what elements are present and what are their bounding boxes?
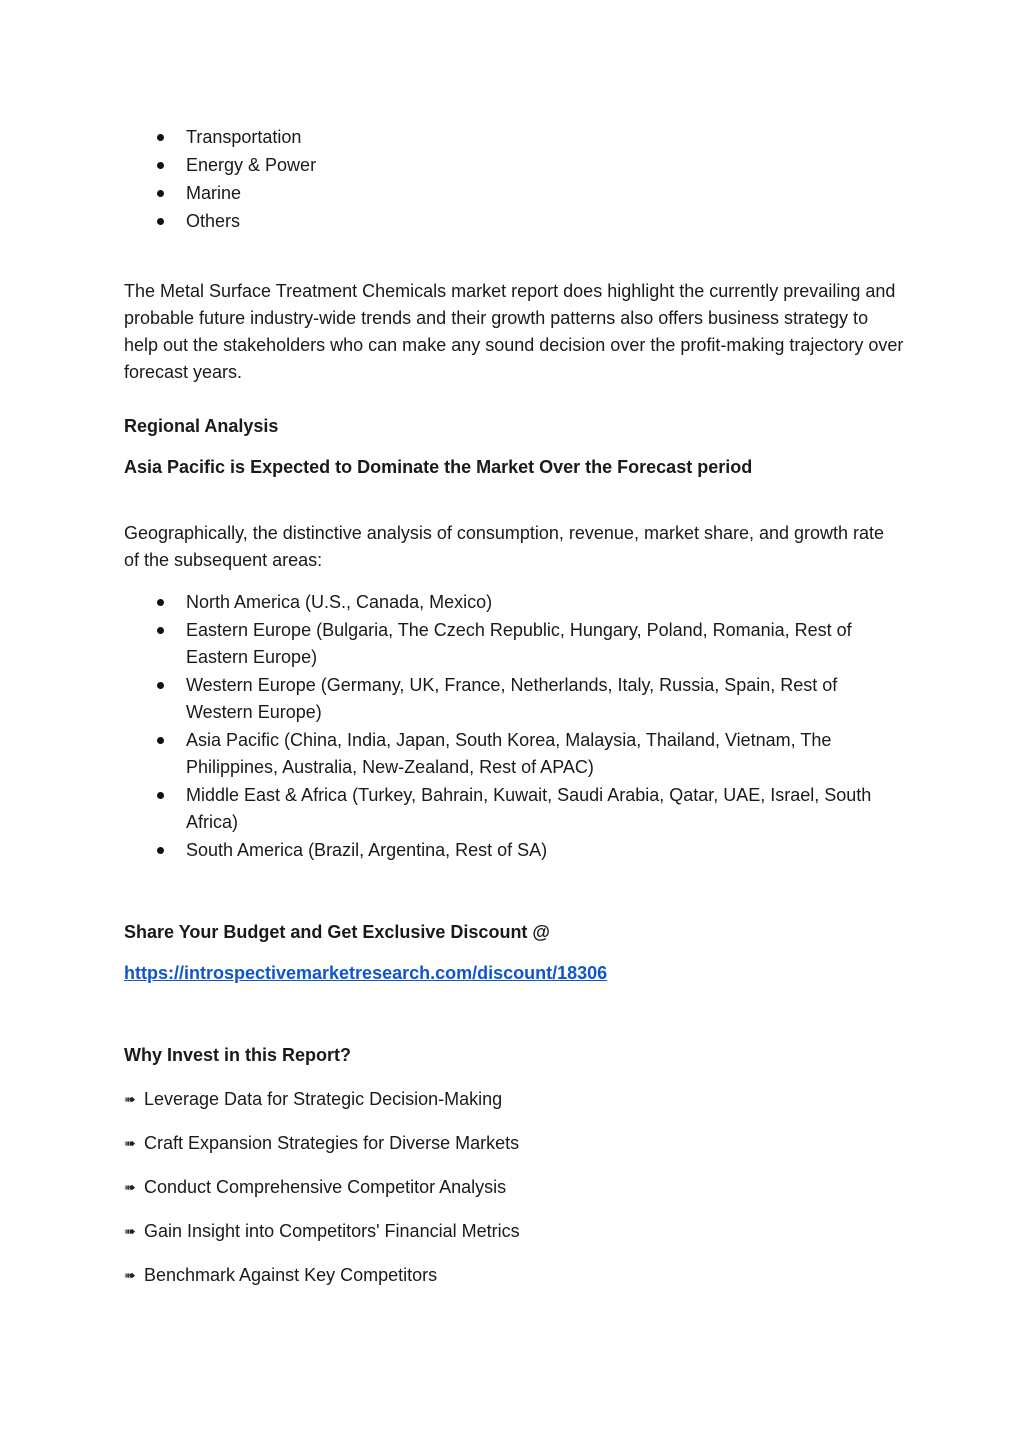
why-invest-list (124, 1087, 904, 1287)
bullet-icon (157, 218, 164, 225)
bullet-icon (157, 599, 164, 606)
intro-paragraph: The Metal Surface Treatment Chemicals market report does highlight the currently prevailing and probable future industry-wide trends and their growth patterns also offers business strategy to help out the stakeholders who can make any sound decision over the profit-making trajectory over forecast years. (124, 281, 904, 382)
bullet-icon (157, 847, 164, 854)
arrow-right-icon: ➠ (124, 1135, 136, 1151)
list-item: South America (Brazil, Argentina, Rest of SA) (124, 837, 904, 864)
list-item: Eastern Europe (Bulgaria, The Czech Republic, Hungary, Poland, Romania, Rest of Eastern Europe) (124, 617, 904, 671)
arrow-right-icon: ➠ (124, 1179, 136, 1195)
list-item: Marine (124, 180, 904, 207)
list-item: ➠ Benchmark Against Key Competitors (124, 1265, 438, 1285)
page-content (124, 124, 904, 1287)
list-item: North America (U.S., Canada, Mexico) (124, 589, 904, 616)
regional-paragraph: Geographically, the distinctive analysis of consumption, revenue, market share, and growth rate of the subsequent areas: (124, 523, 885, 570)
list-item: ➠ Gain Insight into Competitors' Financial Metrics (124, 1221, 520, 1241)
list-item: Middle East & Africa (Turkey, Bahrain, Kuwait, Saudi Arabia, Qatar, UAE, Israel, South Africa) (124, 782, 904, 836)
bullet-icon (157, 737, 164, 744)
arrow-right-icon: ➠ (124, 1267, 136, 1283)
regional-subheading: Asia Pacific is Expected to Dominate the Market Over the Forecast period (124, 457, 753, 477)
why-invest-heading: Why Invest in this Report? (124, 1045, 352, 1065)
list-item: ➠ Craft Expansion Strategies for Diverse Markets (124, 1133, 520, 1153)
list-item: ➠ Conduct Comprehensive Competitor Analysis (124, 1177, 507, 1197)
region-list (124, 589, 904, 864)
discount-heading: Share Your Budget and Get Exclusive Discount @ (124, 922, 550, 942)
list-item: Western Europe (Germany, UK, France, Netherlands, Italy, Russia, Spain, Rest of Western Europe) (124, 672, 904, 726)
list-item: Transportation (124, 124, 904, 151)
list-item: Others (124, 208, 904, 235)
list-item: ➠ Leverage Data for Strategic Decision-Making (124, 1089, 503, 1109)
bullet-icon (157, 682, 164, 689)
discount-link[interactable]: https://introspectivemarketresearch.com/discount/18306 (124, 963, 608, 983)
bullet-icon (157, 792, 164, 799)
regional-analysis-heading: Regional Analysis (124, 416, 279, 436)
bullet-icon (157, 134, 164, 141)
bullet-icon (157, 190, 164, 197)
list-item: Asia Pacific (China, India, Japan, South Korea, Malaysia, Thailand, Vietnam, The Philippines, Australia, New-Zealand, Rest of APAC) (124, 727, 904, 781)
top-bullet-list (124, 124, 904, 235)
discount-link-row (124, 961, 904, 985)
bullet-icon (157, 162, 164, 169)
arrow-right-icon: ➠ (124, 1091, 136, 1107)
bullet-icon (157, 627, 164, 634)
list-item: Energy & Power (124, 152, 904, 179)
arrow-right-icon: ➠ (124, 1223, 136, 1239)
